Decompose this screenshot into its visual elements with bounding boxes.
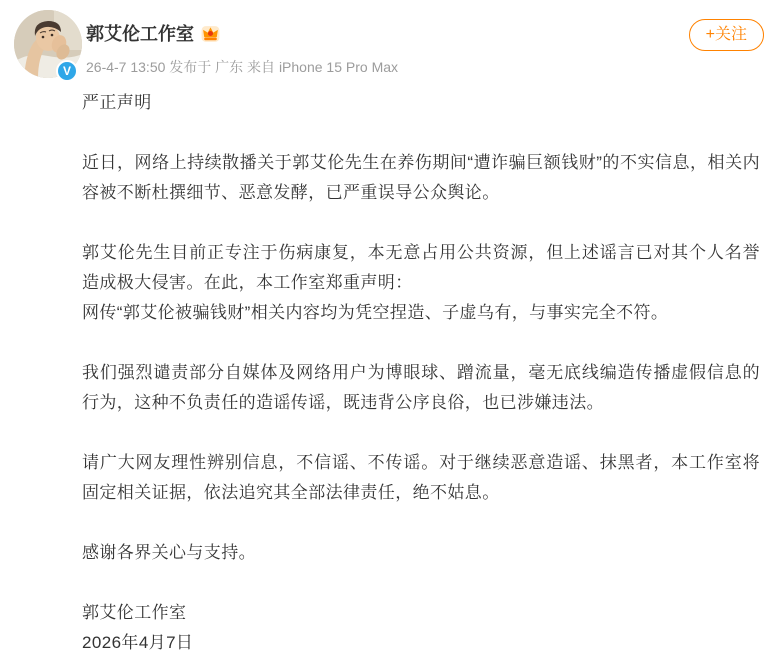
post-paragraph — [82, 88, 760, 118]
username[interactable]: 郭艾伦工作室 — [86, 24, 194, 44]
post-line: 我们强烈谴责部分自媒体及网络用户为博眼球、蹭流量，毫无底线编造传播虚假信息的行为，这种不负责任的造谣传谣，既违背公序良俗，也已涉嫌违法。 — [82, 363, 760, 412]
post-paragraph — [82, 358, 760, 418]
avatar[interactable] — [14, 10, 84, 80]
post-line: 请广大网友理性辨别信息，不信谣、不传谣。对于继续恶意造谣、抹黑者，本工作室将固定相关证据，依法追究其全部法律责任，绝不姑息。 — [82, 453, 760, 502]
post-paragraph — [82, 148, 760, 208]
vip-crown-icon — [200, 23, 221, 44]
follow-button[interactable]: +关注 — [689, 19, 764, 51]
post-paragraph — [82, 448, 760, 508]
signature-date: 2026年4月7日 — [82, 633, 194, 652]
post-line: 近日，网络上持续散播关于郭艾伦先生在养伤期间“遭诈骗巨额钱财”的不实信息，相关内容被不断杜撰细节、恶意发酵，已严重误导公众舆论。 — [82, 153, 760, 202]
signature-name: 郭艾伦工作室 — [82, 603, 187, 622]
post-line: 感谢各界关心与支持。 — [82, 543, 256, 562]
post-line: 网传“郭艾伦被骗钱财”相关内容均为凭空捏造、子虚乌有，与事实完全不符。 — [82, 303, 669, 322]
verified-badge-icon: V — [56, 60, 78, 82]
post-meta-timestamp: 26-4-7 13:50 发布于 广东 来自 iPhone 15 Pro Max — [86, 59, 399, 75]
post-paragraph — [82, 538, 760, 568]
post-body — [82, 88, 760, 658]
post-signature — [82, 598, 760, 658]
post-line: 郭艾伦先生目前正专注于伤病康复，本无意占用公共资源，但上述谣言已对其个人名誉造成极大侵害。在此，本工作室郑重声明： — [82, 243, 760, 292]
post-line: 严正声明 — [82, 93, 152, 112]
post-paragraph — [82, 238, 760, 328]
